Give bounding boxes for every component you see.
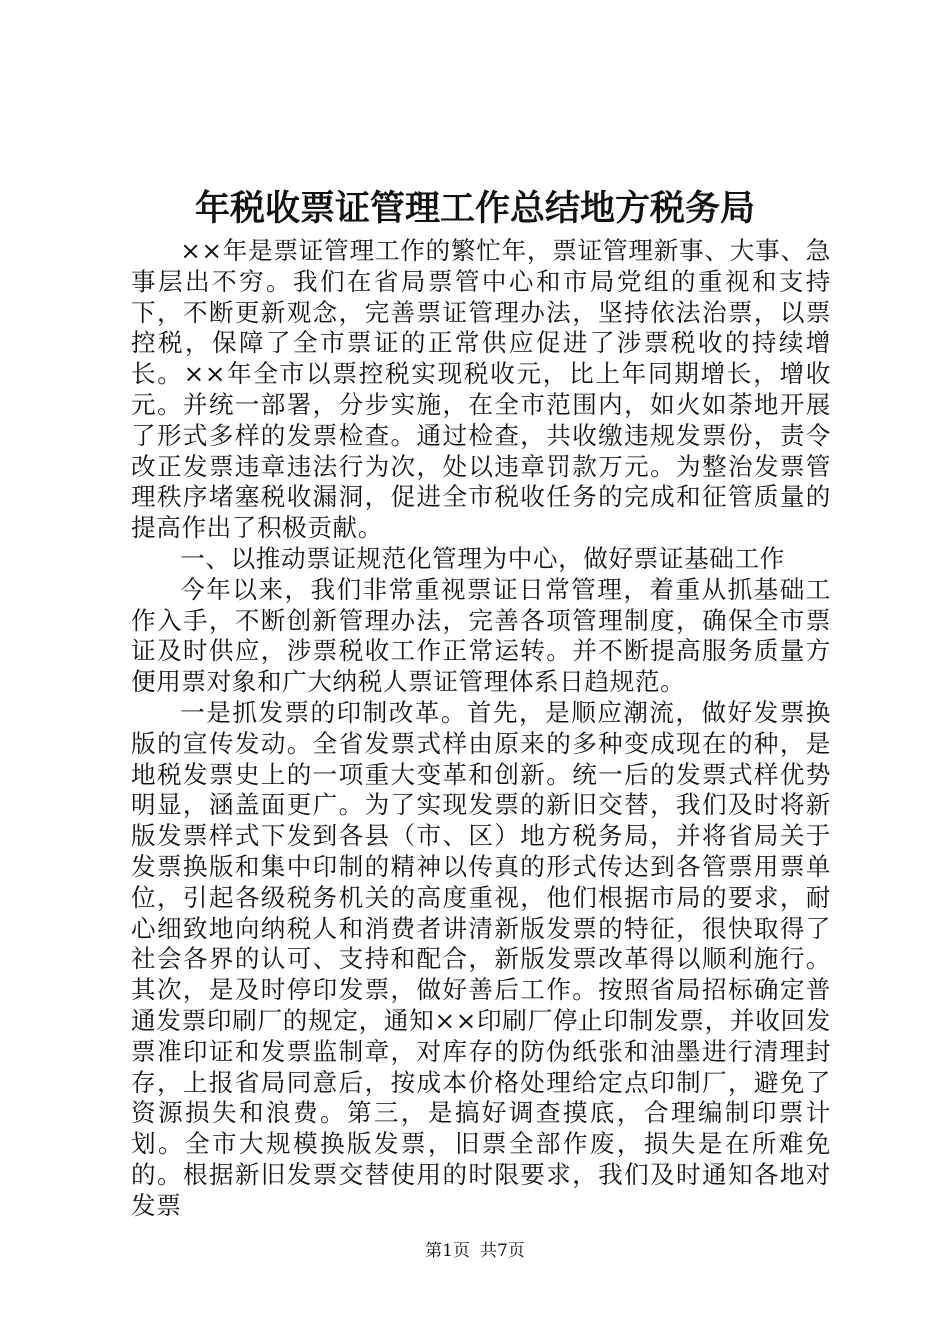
page-total: 共7页 [480,1241,525,1261]
document-title: 年税收票证管理工作总结地方税务局 [194,188,755,229]
page-footer [0,1240,950,1262]
paragraph-printing-reform: 一是抓发票的印制改革。首先，是顺应潮流，做好发票换版的宣传发动。全省发票式样由原来的多种变成现在的种，是地税发票史上的一项重大变革和创新。统一后的发票式样优势明显，涵盖面更广。为了实现发票的新旧交替，我们及时将新版发票样式下发到各县（市、区）地方税务局，并将省局关于发票换版和集中印制的精神以传真的形式传达到各管票用票单位，引起各级税务机关的高度重视，他们根据市局的要求，耐心细致地向纳税人和消费者讲清新版发票的特征，很快取得了社会各界的认可、支持和配合，新版发票改革得以顺利施行。其次，是及时停印发票，做好善后工作。按照省局招标确定普通发票印刷厂的规定，通知××印刷厂停止印制发票，并收回发票准印证和发票监制章，对库存的防伪纸张和油墨进行清理封存，上报省局同意后，按成本价格处理给定点印制厂，避免了资源损失和浪费。第三，是搞好调查摸底，合理编制印票计划。全市大规模换版发票，旧票全部作废，损失是在所难免的。根据新旧发票交替使用的时限要求，我们及时通知各地对发票 [131,697,831,1220]
page-number: 第1页 [425,1241,470,1261]
section-heading-1: 一、以推动票证规范化管理为中心，做好票证基础工作 [180,543,785,573]
paragraph-intro: ××年是票证管理工作的繁忙年，票证管理新事、大事、急事层出不穷。我们在省局票管中心和市局党组的重视和支持下，不断更新观念，完善票证管理办法，坚持依法治票，以票控税，保障了全市票证的正常供应促进了涉票税收的持续增长。××年全市以票控税实现税收元，比上年同期增长，增收元。并统一部署，分步实施，在全市范围内，如火如荼地开展了形式多样的发票检查。通过检查，共收缴违规发票份，责令改正发票违章违法行为次，处以违章罚款万元。为整治发票管理秩序堵塞税收漏洞，促进全市税收任务的完成和征管质量的提高作出了积极贡献。 [131,236,831,543]
paragraph-section-1: 今年以来，我们非常重视票证日常管理，着重从抓基础工作入手，不断创新管理办法，完善各项管理制度，确保全市票证及时供应，涉票税收工作正常运转。并不断提高服务质量方便用票对象和广大纳税人票证管理体系日趋规范。 [131,574,831,697]
document-body [131,236,831,1222]
